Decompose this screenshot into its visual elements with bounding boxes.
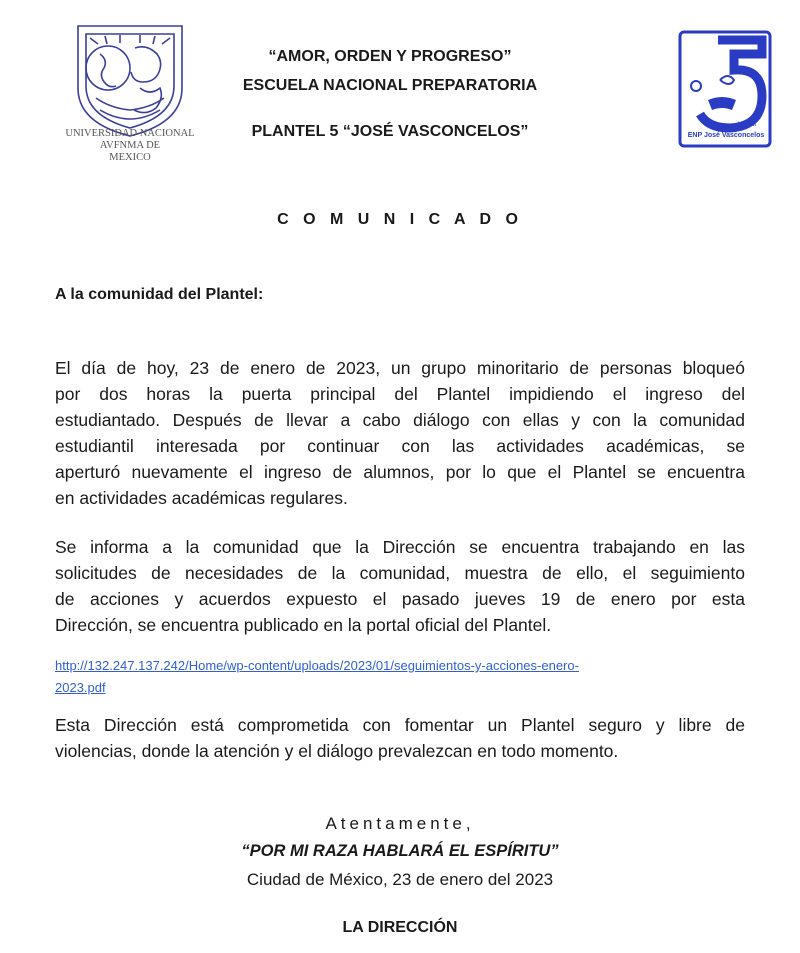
paragraph-3-line: Esta Dirección está comprometida con fomentar un Plantel seguro y libre de	[55, 715, 745, 735]
enp-logo-unam: UNAM	[738, 122, 756, 128]
seguimiento-link-line[interactable]: http://132.247.137.242/Home/wp-content/uploads/2023/01/seguimientos-y-acciones-enero-	[55, 658, 579, 673]
paragraph-1-line: por dos horas la puerta principal del Plantel impidiendo el ingreso del	[55, 384, 745, 404]
unam-logo-line3: MEXICO	[109, 152, 151, 163]
paragraph-1-line: estudiantil interesada por continuar con las actividades académicas, se	[55, 436, 745, 456]
paragraph-3-line: violencias, donde la atención y el diálogo prevalezcan en todo momento.	[55, 741, 619, 761]
enp-logo	[678, 30, 772, 148]
closing-atentamente: Atentamente,	[325, 814, 475, 833]
unam-logo	[60, 18, 200, 168]
closing-place-date: Ciudad de México, 23 de enero del 2023	[246, 870, 554, 889]
paragraph-3	[55, 712, 745, 764]
paragraph-2-line: de acciones y acuerdos expuesto el pasado jueves 19 de enero por esta	[55, 589, 745, 609]
closing-slogan: “POR MI RAZA HABLARÁ EL ESPÍRITU”	[241, 842, 559, 860]
paragraph-2-line: Dirección, se encuentra publicado en la portal oficial del Plantel.	[55, 615, 552, 635]
document-title: C O M U N I C A D O	[277, 211, 523, 228]
unam-logo-line1: UNIVERSIDAD NACIONAL	[65, 128, 195, 139]
seguimiento-link-line[interactable]: 2023.pdf	[55, 680, 106, 695]
paragraph-1	[55, 355, 745, 511]
paragraph-1-line: en actividades académicas regulares.	[55, 488, 348, 508]
seguimiento-link[interactable]	[55, 655, 745, 699]
header-campus: PLANTEL 5 “JOSÉ VASCONCELOS”	[251, 123, 529, 140]
paragraph-2-line: Se informa a la comunidad que la Dirección se encuentra trabajando en las	[55, 537, 745, 557]
signature: LA DIRECCIÓN	[342, 919, 458, 936]
paragraph-1-line: aperturó nuevamente el ingreso de alumnos, por lo que el Plantel se encuentra	[55, 462, 745, 482]
header-school: ESCUELA NACIONAL PREPARATORIA	[242, 77, 538, 94]
greeting: A la comunidad del Plantel:	[55, 286, 264, 303]
enp-logo-caption: ENP José Vasconcelos	[687, 132, 765, 139]
unam-logo-line2: AVFNMA DE	[99, 140, 161, 151]
paragraph-1-line: estudiantado. Después de llevar a cabo diálogo con ellas y con la comunidad	[55, 410, 745, 430]
enp-5-logo-icon	[678, 30, 772, 148]
paragraph-2-line: solicitudes de necesidades de la comunidad, muestra de ello, el seguimiento	[55, 563, 745, 583]
header-motto: “AMOR, ORDEN Y PROGRESO”	[268, 48, 512, 65]
paragraph-1-line: El día de hoy, 23 de enero de 2023, un grupo minoritario de personas bloqueó	[55, 358, 745, 378]
paragraph-2	[55, 534, 745, 638]
